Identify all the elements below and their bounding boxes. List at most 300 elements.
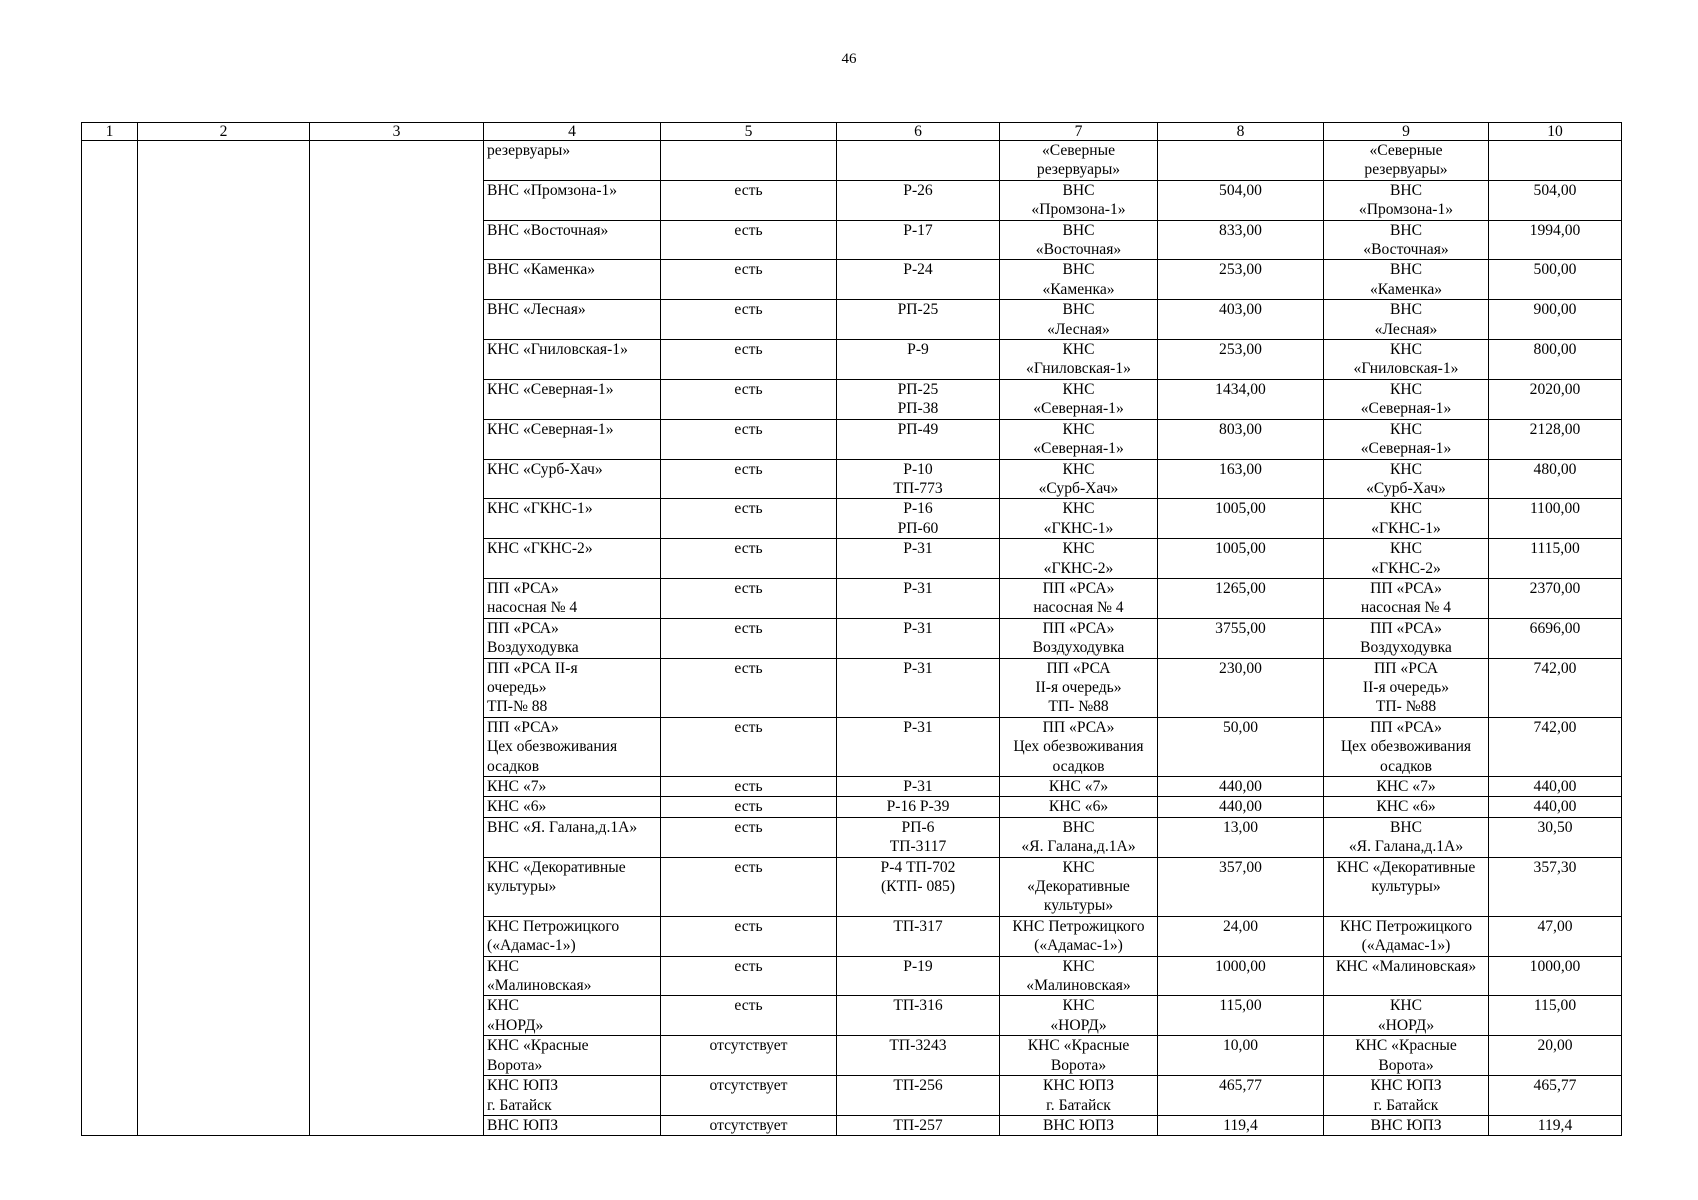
cell-text-line: 13,00 bbox=[1222, 818, 1259, 836]
cell-text-line: КНС bbox=[1062, 858, 1095, 876]
feeder-cell bbox=[837, 220, 1000, 260]
object-name-cell bbox=[1000, 379, 1158, 419]
cell-text-line: «ГКНС-1» bbox=[1371, 519, 1441, 537]
cell-text-line: Р-31 bbox=[903, 718, 933, 736]
cell-text-line: «Малиновская» bbox=[1026, 977, 1131, 995]
cell-text-line: («Адамас-1») bbox=[487, 937, 576, 955]
station-name-cell bbox=[484, 300, 661, 340]
station-name-cell bbox=[484, 956, 661, 996]
cell-text-line: 833,00 bbox=[1219, 221, 1262, 239]
object-name-cell bbox=[1000, 578, 1158, 618]
cell-text-line: 30,50 bbox=[1537, 818, 1573, 836]
availability-cell bbox=[661, 340, 837, 380]
feeder-cell bbox=[837, 141, 1000, 181]
object-name-cell bbox=[1000, 260, 1158, 300]
station-name-cell bbox=[484, 260, 661, 300]
availability-cell bbox=[661, 419, 837, 459]
cell-text-line: 2128,00 bbox=[1529, 420, 1581, 438]
availability-cell bbox=[661, 379, 837, 419]
cell-text-line: 2370,00 bbox=[1529, 579, 1581, 597]
availability-cell bbox=[661, 797, 837, 817]
station-name-cell bbox=[484, 459, 661, 499]
station-name-cell bbox=[484, 340, 661, 380]
column-header-9: 9 bbox=[1324, 123, 1489, 141]
value-cell bbox=[1158, 817, 1324, 857]
value-cell-2 bbox=[1489, 996, 1622, 1036]
availability-cell bbox=[661, 300, 837, 340]
cell-text-line: 2020,00 bbox=[1529, 380, 1581, 398]
value-cell-2 bbox=[1489, 857, 1622, 916]
object-name-cell bbox=[1000, 817, 1158, 857]
cell-text-line: резервуары» bbox=[487, 142, 571, 159]
object-name-cell bbox=[1000, 996, 1158, 1036]
cell-text-line: 1005,00 bbox=[1215, 500, 1266, 518]
object-name-cell bbox=[1000, 797, 1158, 817]
object-name-cell bbox=[1000, 499, 1158, 539]
cell-text-line: 50,00 bbox=[1222, 718, 1259, 736]
feeder-cell bbox=[837, 857, 1000, 916]
feeder-cell bbox=[837, 539, 1000, 579]
cell-text-line: 47,00 bbox=[1537, 917, 1573, 935]
value-cell bbox=[1158, 1036, 1324, 1076]
cell-text-line: ТП-3117 bbox=[889, 838, 947, 856]
feeder-cell bbox=[837, 499, 1000, 539]
cell-text-line: ВНС bbox=[1062, 818, 1095, 836]
cell-text-line: Р-17 bbox=[903, 221, 933, 239]
station-name-cell bbox=[484, 777, 661, 797]
cell-text-line: 1100,00 bbox=[1529, 500, 1581, 518]
value-cell bbox=[1158, 340, 1324, 380]
cell-text-line: «Каменка» bbox=[1042, 280, 1115, 298]
cell-text-line: 119,4 bbox=[1537, 1116, 1573, 1134]
availability-cell bbox=[661, 1036, 837, 1076]
cell-text-line: «Восточная» bbox=[1363, 241, 1449, 259]
cell-text-line: КНС bbox=[1062, 460, 1095, 478]
cell-text-line: 1115,00 bbox=[1530, 540, 1580, 558]
cell-text-line: 403,00 bbox=[1219, 301, 1262, 319]
cell-text-line: КНС Петрожицкого bbox=[1012, 917, 1145, 935]
cell-text-line: Р-31 bbox=[903, 659, 933, 677]
cell-text-line: ПП «РСА» bbox=[1370, 579, 1442, 597]
cell-text-line: Р-31 bbox=[903, 778, 933, 795]
object-name-cell bbox=[1000, 141, 1158, 181]
cell-text-line: КНС bbox=[1389, 997, 1423, 1015]
cell-text-line: ВНС «Я. Галана,д.1А» bbox=[487, 818, 638, 836]
cell-text-line: ВНС bbox=[1389, 818, 1423, 836]
value-cell bbox=[1158, 539, 1324, 579]
cell-text-line: ВНС ЮПЗ bbox=[1370, 1116, 1442, 1134]
availability-cell bbox=[661, 260, 837, 300]
feeder-cell bbox=[837, 180, 1000, 220]
cell-text-line: насосная № 4 bbox=[1033, 599, 1124, 617]
object-name-cell-2 bbox=[1324, 618, 1489, 658]
cell-text-line: «Я. Галана,д.1А» bbox=[1021, 838, 1136, 856]
table-row bbox=[82, 141, 1622, 181]
value-cell bbox=[1158, 916, 1324, 956]
cell-text-line: КНС bbox=[1062, 957, 1095, 975]
cell-text-line: Цех обезвоживания bbox=[487, 738, 618, 756]
cell-text-line: «Промзона-1» bbox=[1031, 201, 1126, 219]
object-name-cell-2 bbox=[1324, 141, 1489, 181]
cell-text-line: есть bbox=[734, 341, 763, 359]
cell-text-line: ВНС ЮПЗ bbox=[487, 1116, 559, 1134]
value-cell-2 bbox=[1489, 797, 1622, 817]
value-cell bbox=[1158, 141, 1324, 181]
feeder-cell bbox=[837, 817, 1000, 857]
cell-text-line: КНС bbox=[1062, 500, 1095, 518]
cell-text-line: 440,00 bbox=[1533, 778, 1577, 795]
cell-text-line: Ворота» bbox=[1050, 1056, 1107, 1074]
cell-text-line: Р-10 bbox=[903, 460, 933, 478]
value-cell-2 bbox=[1489, 459, 1622, 499]
cell-text-line: («Адамас-1») bbox=[1361, 937, 1451, 955]
cell-text-line: 10,00 bbox=[1222, 1037, 1259, 1055]
cell-text-line: есть bbox=[734, 261, 763, 279]
cell-text-line: есть bbox=[734, 778, 763, 795]
feeder-cell bbox=[837, 419, 1000, 459]
object-name-cell-2 bbox=[1324, 1036, 1489, 1076]
cell-text-line: резервуары» bbox=[1036, 161, 1121, 179]
value-cell-2 bbox=[1489, 1076, 1622, 1116]
cell-text-line: есть bbox=[734, 798, 763, 816]
feeder-cell bbox=[837, 379, 1000, 419]
object-name-cell-2 bbox=[1324, 539, 1489, 579]
cell-text-line: «НОРД» bbox=[1377, 1016, 1435, 1034]
cell-text-line: «Гниловская-1» bbox=[1026, 360, 1131, 378]
cell-text-line: культуры» bbox=[1371, 878, 1441, 896]
value-cell bbox=[1158, 717, 1324, 776]
cell-text-line: «Северные bbox=[1041, 142, 1116, 159]
value-cell bbox=[1158, 459, 1324, 499]
value-cell-2 bbox=[1489, 300, 1622, 340]
cell-text-line: 115,00 bbox=[1533, 997, 1577, 1015]
column-header-6: 6 bbox=[837, 123, 1000, 141]
feeder-cell bbox=[837, 340, 1000, 380]
availability-cell bbox=[661, 539, 837, 579]
cell-text-line: 440,00 bbox=[1219, 778, 1262, 795]
cell-text-line: есть bbox=[734, 181, 763, 199]
cell-text-line: ВНС bbox=[1389, 221, 1423, 239]
cell-text-line: культуры» bbox=[1043, 897, 1114, 915]
cell-text-line: 253,00 bbox=[1219, 341, 1262, 359]
page-number: 46 bbox=[841, 51, 857, 67]
value-cell-2 bbox=[1489, 340, 1622, 380]
object-name-cell bbox=[1000, 618, 1158, 658]
feeder-cell bbox=[837, 717, 1000, 776]
cell-text-line: КНС «Красные bbox=[1355, 1037, 1457, 1055]
station-name-cell bbox=[484, 1036, 661, 1076]
cell-text-line: очередь» bbox=[487, 678, 547, 696]
col-3-merged-cell bbox=[310, 141, 484, 1136]
cell-text-line: 6696,00 bbox=[1529, 619, 1581, 637]
station-name-cell bbox=[484, 797, 661, 817]
cell-text-line: ВНС «Лесная» bbox=[487, 301, 586, 319]
cell-text-line: Р-31 bbox=[903, 579, 933, 597]
object-name-cell-2 bbox=[1324, 340, 1489, 380]
col-2-merged-cell bbox=[138, 141, 310, 1136]
cell-text-line: «Малиновская» bbox=[487, 977, 592, 995]
cell-text-line: Р-4 ТП-702 bbox=[880, 858, 956, 876]
cell-text-line: «ГКНС-2» bbox=[1371, 559, 1441, 577]
cell-text-line: ПП «РСА» bbox=[1370, 619, 1442, 637]
cell-text-line: «Северные bbox=[1369, 142, 1443, 159]
object-name-cell bbox=[1000, 658, 1158, 717]
value-cell-2 bbox=[1489, 419, 1622, 459]
value-cell-2 bbox=[1489, 717, 1622, 776]
value-cell bbox=[1158, 180, 1324, 220]
cell-text-line: 20,00 bbox=[1537, 1037, 1573, 1055]
cell-text-line: 230,00 bbox=[1219, 659, 1262, 677]
cell-text-line: Ворота» bbox=[1378, 1056, 1434, 1074]
cell-text-line: 803,00 bbox=[1219, 420, 1262, 438]
value-cell bbox=[1158, 379, 1324, 419]
station-name-cell bbox=[484, 180, 661, 220]
availability-cell bbox=[661, 220, 837, 260]
cell-text-line: (КТП- 085) bbox=[880, 878, 956, 896]
cell-text-line: «ГКНС-1» bbox=[1043, 519, 1114, 537]
cell-text-line: 1000,00 bbox=[1215, 957, 1266, 975]
column-header-4: 4 bbox=[484, 123, 661, 141]
availability-cell bbox=[661, 658, 837, 717]
cell-text-line: КНС bbox=[487, 957, 520, 975]
column-header-10: 10 bbox=[1489, 123, 1622, 141]
object-name-cell-2 bbox=[1324, 1076, 1489, 1116]
cell-text-line: «Декоративные bbox=[1027, 878, 1130, 896]
cell-text-line: II-я очередь» bbox=[1362, 678, 1450, 696]
station-name-cell bbox=[484, 220, 661, 260]
value-cell-2 bbox=[1489, 578, 1622, 618]
cell-text-line: КНС bbox=[1062, 997, 1095, 1015]
cell-text-line: «НОРД» bbox=[487, 1016, 544, 1034]
cell-text-line: Р-26 bbox=[903, 181, 933, 199]
value-cell bbox=[1158, 260, 1324, 300]
cell-text-line: КНС bbox=[1062, 380, 1095, 398]
cell-text-line: ПП «РСА» bbox=[1042, 579, 1115, 597]
station-name-cell bbox=[484, 141, 661, 181]
value-cell bbox=[1158, 618, 1324, 658]
feeder-cell bbox=[837, 916, 1000, 956]
feeder-cell bbox=[837, 996, 1000, 1036]
station-name-cell bbox=[484, 618, 661, 658]
value-cell-2 bbox=[1489, 777, 1622, 797]
cell-text-line: 1994,00 bbox=[1529, 221, 1581, 239]
cell-text-line: КНС «6» bbox=[1376, 798, 1436, 816]
cell-text-line: ТП-317 bbox=[893, 917, 943, 935]
value-cell bbox=[1158, 578, 1324, 618]
cell-text-line: «Северная-1» bbox=[1360, 400, 1452, 418]
cell-text-line: ТП- №88 bbox=[1048, 698, 1109, 716]
object-name-cell bbox=[1000, 956, 1158, 996]
object-name-cell bbox=[1000, 539, 1158, 579]
cell-text-line: ПП «РСА bbox=[1374, 659, 1438, 677]
cell-text-line: КНС Петрожицкого bbox=[487, 917, 620, 935]
cell-text-line: «ГКНС-2» bbox=[1043, 559, 1114, 577]
cell-text-line: КНС «ГКНС-1» bbox=[487, 500, 593, 518]
object-name-cell bbox=[1000, 340, 1158, 380]
station-name-cell bbox=[484, 1115, 661, 1135]
cell-text-line: Ворота» bbox=[487, 1056, 543, 1074]
cell-text-line: 440,00 bbox=[1219, 798, 1262, 816]
cell-text-line: 800,00 bbox=[1533, 341, 1577, 359]
cell-text-line: ВНС bbox=[1062, 221, 1095, 239]
cell-text-line: КНС «6» bbox=[1048, 798, 1109, 816]
cell-text-line: «Сурб-Хач» bbox=[1366, 479, 1446, 497]
column-header-3: 3 bbox=[310, 123, 484, 141]
object-name-cell-2 bbox=[1324, 717, 1489, 776]
object-name-cell-2 bbox=[1324, 916, 1489, 956]
value-cell bbox=[1158, 996, 1324, 1036]
object-name-cell-2 bbox=[1324, 857, 1489, 916]
cell-text-line: есть bbox=[734, 858, 763, 876]
feeder-cell bbox=[837, 956, 1000, 996]
feeder-cell bbox=[837, 260, 1000, 300]
cell-text-line: ПП «РСА II-я bbox=[487, 659, 578, 677]
cell-text-line: насосная № 4 bbox=[487, 599, 578, 617]
object-name-cell bbox=[1000, 1076, 1158, 1116]
cell-text-line: КНС bbox=[1389, 420, 1423, 438]
cell-text-line: ТП-316 bbox=[893, 997, 943, 1015]
cell-text-line: КНС bbox=[1389, 460, 1423, 478]
cell-text-line: насосная № 4 bbox=[1360, 599, 1452, 617]
cell-text-line: ВНС bbox=[1389, 301, 1423, 319]
feeder-cell bbox=[837, 1115, 1000, 1135]
cell-text-line: 465,77 bbox=[1533, 1077, 1577, 1095]
cell-text-line: КНС bbox=[1389, 380, 1423, 398]
cell-text-line: («Адамас-1») bbox=[1034, 937, 1123, 955]
station-name-cell bbox=[484, 916, 661, 956]
cell-text-line: РП-6 bbox=[901, 818, 935, 836]
feeder-cell bbox=[837, 777, 1000, 797]
cell-text-line: 900,00 bbox=[1533, 301, 1577, 319]
cell-text-line: есть bbox=[734, 500, 763, 518]
availability-cell bbox=[661, 916, 837, 956]
object-name-cell bbox=[1000, 300, 1158, 340]
object-name-cell bbox=[1000, 1115, 1158, 1135]
feeder-cell bbox=[837, 300, 1000, 340]
cell-text-line: есть bbox=[734, 917, 763, 935]
cell-text-line: есть bbox=[734, 540, 763, 558]
station-name-cell bbox=[484, 996, 661, 1036]
cell-text-line: «Промзона-1» bbox=[1358, 201, 1454, 219]
cell-text-line: 465,77 bbox=[1219, 1077, 1262, 1095]
cell-text-line: 1005,00 bbox=[1215, 540, 1266, 558]
cell-text-line: 504,00 bbox=[1533, 181, 1577, 199]
availability-cell bbox=[661, 857, 837, 916]
availability-cell bbox=[661, 777, 837, 797]
cell-text-line: осадков bbox=[487, 757, 540, 775]
cell-text-line: КНС «7» bbox=[487, 778, 547, 795]
cell-text-line: КНС bbox=[1062, 540, 1095, 558]
object-name-cell-2 bbox=[1324, 260, 1489, 300]
cell-text-line: ТП-257 bbox=[893, 1116, 943, 1134]
cell-text-line: г. Батайск bbox=[1373, 1096, 1439, 1114]
cell-text-line: КНС bbox=[487, 997, 520, 1015]
value-cell-2 bbox=[1489, 379, 1622, 419]
cell-text-line: КНС «Декоративные bbox=[487, 858, 626, 876]
cell-text-line: «Северная-1» bbox=[1033, 400, 1124, 418]
cell-text-line: Воздуходувка bbox=[1360, 639, 1452, 657]
cell-text-line: 24,00 bbox=[1222, 917, 1259, 935]
cell-text-line: есть bbox=[734, 957, 763, 975]
cell-text-line: 357,30 bbox=[1533, 858, 1577, 876]
cell-text-line: КНС Петрожицкого bbox=[1339, 917, 1473, 935]
cell-text-line: есть bbox=[734, 818, 763, 836]
cell-text-line: «Гниловская-1» bbox=[1353, 360, 1459, 378]
cell-text-line: КНС «Малиновская» bbox=[1335, 957, 1477, 975]
cell-text-line: осадков bbox=[1052, 757, 1105, 775]
column-header-1: 1 bbox=[82, 123, 138, 141]
cell-text-line: РП-49 bbox=[897, 420, 939, 438]
cell-text-line: есть bbox=[734, 659, 763, 677]
value-cell-2 bbox=[1489, 499, 1622, 539]
cell-text-line: 504,00 bbox=[1219, 181, 1262, 199]
cell-text-line: осадков bbox=[1379, 757, 1433, 775]
cell-text-line: Воздуходувка bbox=[1032, 639, 1125, 657]
station-name-cell bbox=[484, 817, 661, 857]
cell-text-line: КНС bbox=[1062, 341, 1095, 359]
object-name-cell-2 bbox=[1324, 817, 1489, 857]
availability-cell bbox=[661, 1115, 837, 1135]
cell-text-line: ПП «РСА» bbox=[1042, 718, 1115, 736]
cell-text-line: КНС bbox=[1389, 540, 1423, 558]
cell-text-line: г. Батайск bbox=[1046, 1096, 1111, 1114]
value-cell bbox=[1158, 220, 1324, 260]
object-name-cell-2 bbox=[1324, 1115, 1489, 1135]
object-name-cell bbox=[1000, 717, 1158, 776]
value-cell bbox=[1158, 1115, 1324, 1135]
station-name-cell bbox=[484, 379, 661, 419]
value-cell bbox=[1158, 1076, 1324, 1116]
cell-text-line: ТП- №88 bbox=[1375, 698, 1437, 716]
cell-text-line: есть bbox=[734, 718, 763, 736]
cell-text-line: «Северная-1» bbox=[1033, 440, 1124, 458]
cell-text-line: ПП «РСА» bbox=[487, 579, 559, 597]
cell-text-line: отсутствует bbox=[709, 1077, 788, 1095]
station-name-cell bbox=[484, 658, 661, 717]
object-name-cell bbox=[1000, 1036, 1158, 1076]
cell-text-line: КНС «Гниловская-1» bbox=[487, 341, 628, 359]
availability-cell bbox=[661, 817, 837, 857]
cell-text-line: КНС ЮПЗ bbox=[1042, 1077, 1115, 1095]
cell-text-line: КНС bbox=[1062, 420, 1095, 438]
availability-cell bbox=[661, 618, 837, 658]
availability-cell bbox=[661, 459, 837, 499]
cell-text-line: «Сурб-Хач» bbox=[1038, 479, 1119, 497]
availability-cell bbox=[661, 1076, 837, 1116]
station-name-cell bbox=[484, 539, 661, 579]
object-name-cell-2 bbox=[1324, 419, 1489, 459]
cell-text-line: КНС «Северная-1» bbox=[487, 420, 614, 438]
column-header-5: 5 bbox=[661, 123, 837, 141]
value-cell bbox=[1158, 499, 1324, 539]
cell-text-line: 1000,00 bbox=[1529, 957, 1581, 975]
cell-text-line: «Я. Галана,д.1А» bbox=[1348, 838, 1464, 856]
cell-text-line: 3755,00 bbox=[1215, 619, 1266, 637]
cell-text-line: 742,00 bbox=[1533, 718, 1577, 736]
object-name-cell bbox=[1000, 180, 1158, 220]
cell-text-line: Р-19 bbox=[903, 957, 933, 975]
cell-text-line: есть bbox=[734, 420, 763, 438]
value-cell bbox=[1158, 797, 1324, 817]
station-name-cell bbox=[484, 419, 661, 459]
cell-text-line: РП-38 bbox=[897, 400, 939, 418]
value-cell-2 bbox=[1489, 956, 1622, 996]
cell-text-line: есть bbox=[734, 301, 763, 319]
object-name-cell bbox=[1000, 220, 1158, 260]
cell-text-line: 500,00 bbox=[1533, 261, 1577, 279]
cell-text-line: ВНС bbox=[1062, 301, 1095, 319]
cell-text-line: КНС ЮПЗ bbox=[1370, 1077, 1442, 1095]
